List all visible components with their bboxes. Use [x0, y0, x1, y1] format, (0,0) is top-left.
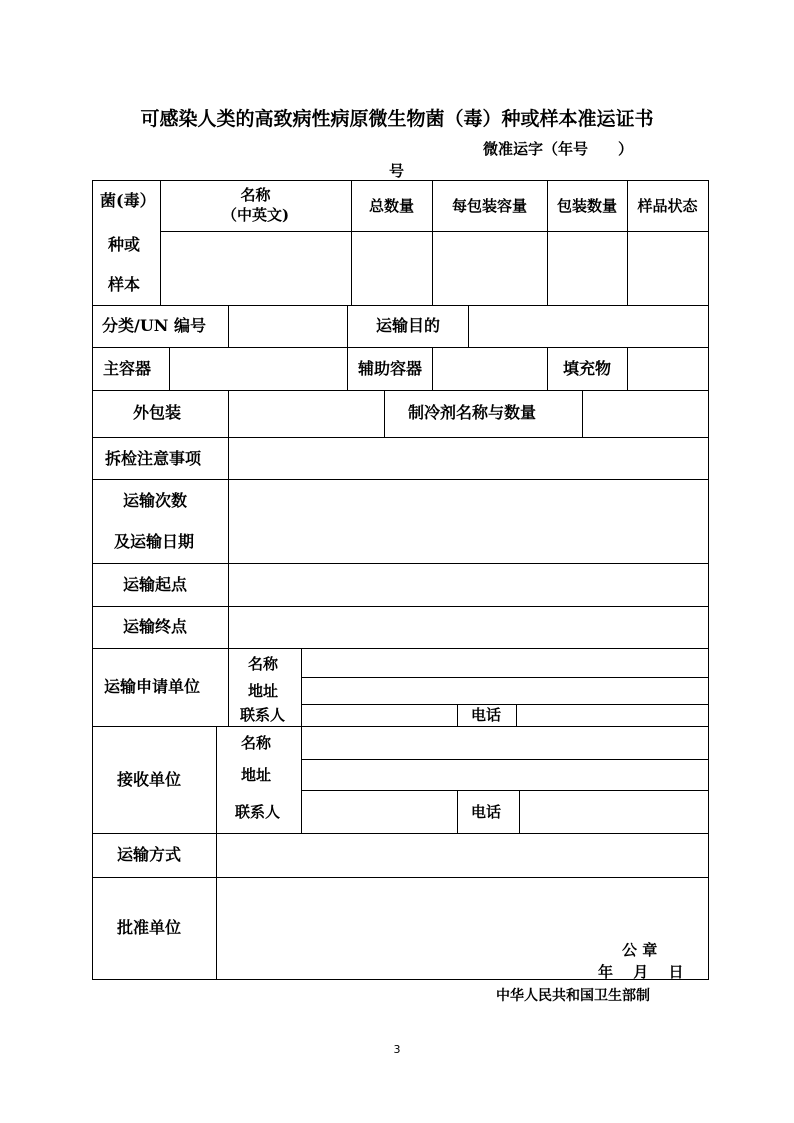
per-package-capacity-field[interactable] [433, 232, 546, 304]
transport-mode-label: 运输方式 [117, 845, 182, 864]
applicant-phone-label: 电话 [471, 706, 502, 724]
applicant-phone-field[interactable] [517, 705, 707, 725]
header-per-package-capacity: 每包装容量 [451, 196, 527, 215]
destination-label: 运输终点 [123, 617, 188, 636]
refrigerant-label: 制冷剂名称与数量 [408, 403, 537, 422]
secondary-container-label: 辅助容器 [358, 359, 423, 378]
outer-packaging-label: 外包装 [133, 403, 182, 422]
transport-times-field[interactable] [229, 480, 707, 562]
header-package-count: 包装数量 [556, 196, 617, 215]
issuer-footer: 中华人民共和国卫生部制 [496, 988, 650, 1004]
applicant-address-label: 地址 [248, 682, 279, 700]
secondary-container-field[interactable] [433, 348, 546, 389]
classification-un-label: 分类/UN 编号 [102, 316, 206, 335]
applicant-address-field[interactable] [302, 678, 708, 703]
classification-un-field[interactable] [229, 306, 346, 346]
transport-mode-field[interactable] [217, 834, 707, 876]
receiver-phone-field[interactable] [520, 791, 707, 832]
strain-label-line3: 样本 [108, 275, 141, 294]
sample-state-field[interactable] [628, 232, 707, 304]
package-count-field[interactable] [548, 232, 626, 304]
primary-container-label: 主容器 [103, 359, 152, 378]
receiver-name-field[interactable] [302, 727, 708, 758]
origin-label: 运输起点 [123, 575, 188, 594]
applicant-contact-field[interactable] [302, 705, 456, 725]
total-quantity-field[interactable] [352, 232, 431, 304]
header-sample-state: 样品状态 [637, 196, 698, 215]
origin-field[interactable] [229, 564, 707, 605]
permit-number-suffix: 号 [389, 162, 405, 180]
applicant-unit-label: 运输申请单位 [104, 677, 201, 696]
receiver-address-label: 地址 [241, 766, 272, 784]
transport-purpose-field[interactable] [469, 306, 707, 346]
inspection-notes-label: 拆检注意事项 [105, 449, 202, 468]
receiver-unit-label: 接收单位 [117, 770, 182, 789]
receiver-address-field[interactable] [302, 760, 708, 789]
approval-date-label: 年 月 日 [598, 963, 684, 981]
receiver-contact-label: 联系人 [235, 803, 281, 821]
transport-times-label-1: 运输次数 [123, 491, 188, 510]
document-title: 可感染人类的高致病性病原微生物菌（毒）种或样本准运证书 [140, 108, 654, 130]
transport-times-label-2: 及运输日期 [114, 532, 195, 551]
official-seal-label: 公 章 [622, 941, 658, 959]
approving-unit-label: 批准单位 [117, 918, 182, 937]
strain-label-line1: 菌(毒） [100, 191, 156, 210]
filler-label: 填充物 [563, 359, 612, 378]
receiver-phone-label: 电话 [471, 803, 502, 821]
header-name: 名称 [240, 186, 271, 204]
applicant-contact-label: 联系人 [240, 706, 286, 724]
header-total-quantity: 总数量 [368, 196, 414, 215]
primary-container-field[interactable] [170, 348, 346, 389]
refrigerant-field[interactable] [583, 391, 707, 436]
receiver-contact-field[interactable] [302, 791, 456, 832]
receiver-name-label: 名称 [241, 734, 272, 752]
filler-field[interactable] [628, 348, 707, 389]
destination-field[interactable] [229, 607, 707, 647]
strain-label-line2: 种或 [108, 235, 141, 254]
transport-purpose-label: 运输目的 [376, 316, 441, 335]
strain-name-field[interactable] [161, 232, 350, 304]
permit-number-line: 微准运字（年号 ） [483, 140, 634, 158]
inspection-notes-field[interactable] [229, 438, 707, 478]
applicant-name-label: 名称 [248, 655, 279, 673]
applicant-name-field[interactable] [302, 649, 708, 676]
page-number: 3 [393, 1043, 401, 1056]
outer-packaging-field[interactable] [229, 391, 383, 436]
header-name-sub: （中英文) [221, 206, 290, 224]
